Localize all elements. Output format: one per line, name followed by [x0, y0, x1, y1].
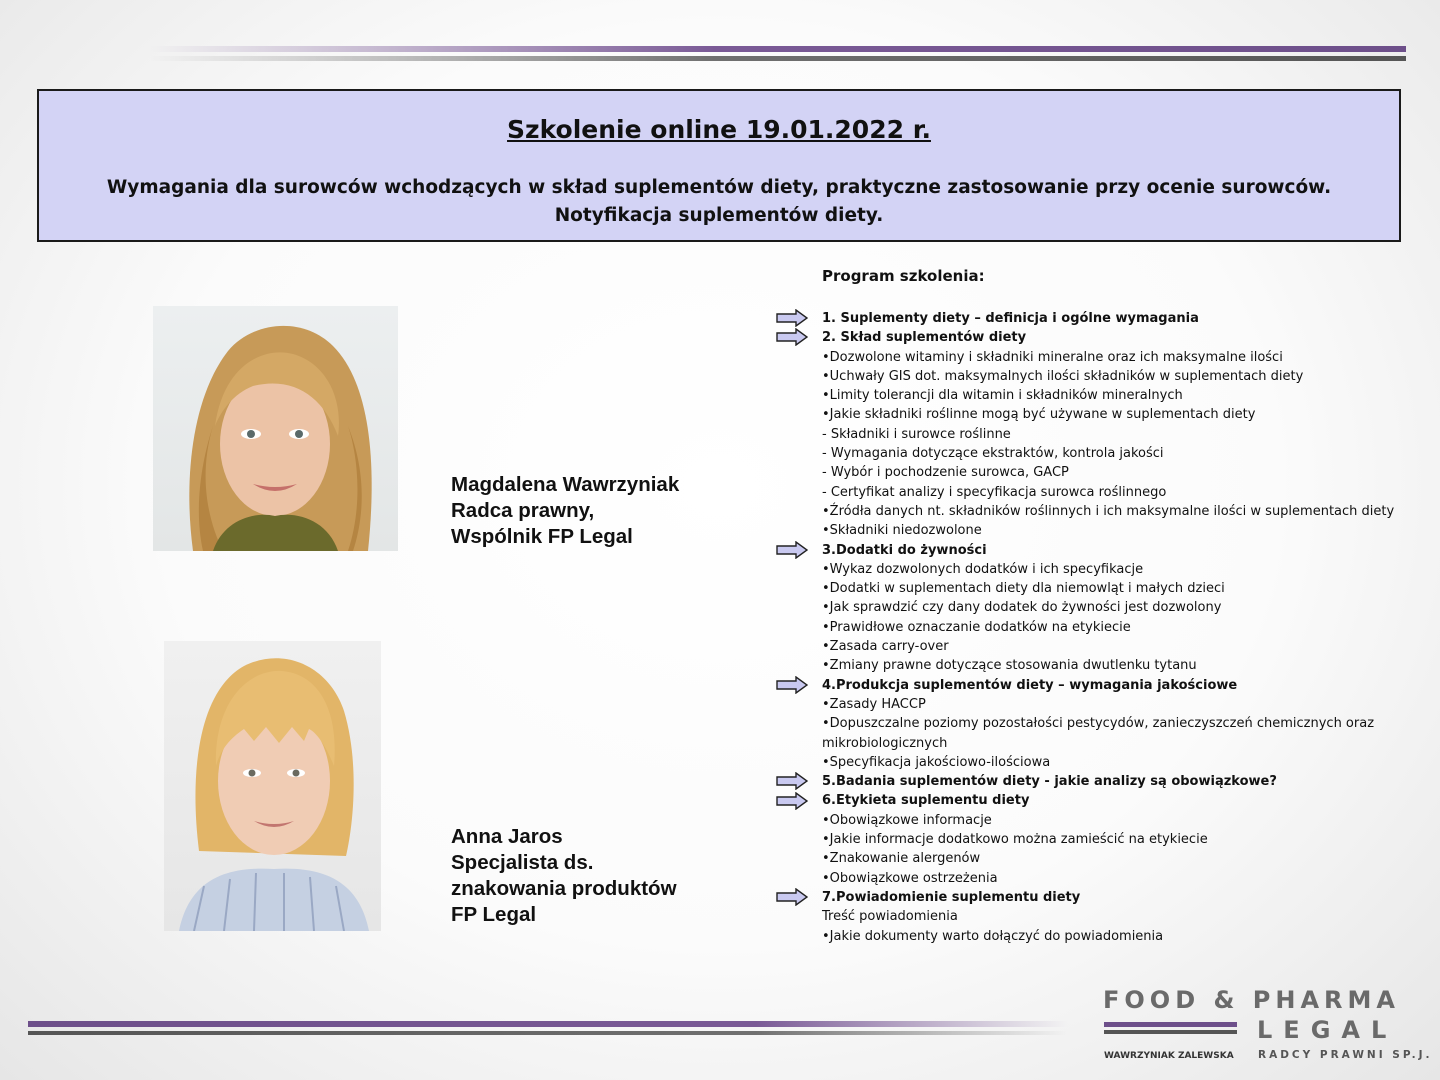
program-item: 2. Skład suplementów diety: [822, 330, 1027, 346]
arrow-icon: [776, 676, 808, 694]
arrow-icon: [776, 541, 808, 559]
program-item: - Wybór i pochodzenie surowca, GACP: [822, 465, 1069, 481]
logo-names: WAWRZYNIAK ZALEWSKA: [1104, 1051, 1234, 1061]
program-item: •Obowiązkowe ostrzeżenia: [822, 870, 998, 886]
top-stripe-grey: [150, 56, 1406, 61]
program-item: •Dozwolone witaminy i składniki mineralne oraz ich maksymalne ilości: [822, 349, 1283, 365]
program-item: •Uchwały GIS dot. maksymalnych ilości składników w suplementach diety: [822, 368, 1304, 384]
speaker-1-name: Magdalena Wawrzyniak: [451, 473, 680, 496]
program-item: •Dopuszczalne poziomy pozostałości pestycydów, zanieczyszczeń chemicznych oraz: [822, 716, 1375, 732]
program-item: •Jakie informacje dodatkowo można zamieścić na etykiecie: [822, 832, 1208, 848]
top-decorative-stripes: [150, 44, 1406, 68]
program-item: •Zmiany prawne dotyczące stosowania dwutlenku tytanu: [822, 658, 1197, 674]
arrow-icon: [776, 772, 808, 790]
speaker-2-photo: [164, 641, 381, 931]
arrow-icon: [776, 888, 808, 906]
speaker-2-role-2: znakowania produktów: [451, 877, 677, 900]
speaker-1-org: Wspólnik FP Legal: [451, 525, 633, 548]
bottom-decorative-stripes: [28, 1018, 1068, 1040]
program-item: - Składniki i surowce roślinne: [822, 426, 1011, 442]
training-subtitle: [39, 174, 1399, 230]
program-title: Program szkolenia:: [822, 267, 985, 285]
training-title: Szkolenie online 19.01.2022 r.: [507, 115, 931, 144]
program-item: •Limity tolerancji dla witamin i składników mineralnych: [822, 388, 1183, 404]
program-item: •Obowiązkowe informacje: [822, 812, 992, 828]
program-item: •Zasady HACCP: [822, 696, 926, 712]
program-item: •Jakie składniki roślinne mogą być używane w suplementach diety: [822, 407, 1256, 423]
bottom-stripe-grey: [28, 1031, 1068, 1035]
speaker-2-name: Anna Jaros: [451, 825, 563, 848]
program-item: - Wymagania dotyczące ekstraktów, kontrola jakości: [822, 446, 1164, 462]
speaker-2-info: [451, 824, 677, 928]
program-item: Treść powiadomienia: [822, 909, 958, 925]
speaker-1-info: [451, 472, 679, 550]
program-item: •Zasada carry-over: [822, 639, 949, 655]
logo-bar-grey: [1104, 1030, 1237, 1034]
program-item: •Specyfikacja jakościowo-ilościowa: [822, 754, 1051, 770]
top-stripe-purple: [150, 46, 1406, 52]
logo-text-line-1: FOOD & PHARMA: [1103, 986, 1400, 1014]
logo-text-line-2: LEGAL: [1257, 1016, 1398, 1044]
program-item: - Certyfikat analizy i specyfikacja surowca roślinnego: [822, 484, 1167, 500]
program-item: •Źródła danych nt. składników roślinnych i ich maksymalne ilości w suplementach diety: [822, 503, 1395, 519]
header-box: [37, 89, 1401, 242]
company-logo: [1100, 986, 1433, 1066]
program-list: [822, 309, 1422, 946]
program-item: •Znakowanie alergenów: [822, 851, 981, 867]
speaker-2-org: FP Legal: [451, 903, 537, 926]
program-item: 7.Powiadomienie suplementu diety: [822, 889, 1081, 905]
program-item: •Prawidłowe oznaczanie dodatków na etykiecie: [822, 619, 1131, 635]
program-item: •Dodatki w suplementach diety dla niemowląt i małych dzieci: [822, 581, 1225, 597]
speaker-1-role: Radca prawny,: [451, 499, 595, 522]
program-item: •Jakie dokumenty warto dołączyć do powiadomienia: [822, 928, 1164, 944]
arrow-icon: [776, 309, 808, 327]
logo-bar-purple: [1104, 1022, 1237, 1027]
bottom-stripe-purple: [28, 1021, 1068, 1027]
program-item: mikrobiologicznych: [822, 735, 948, 751]
logo-tagline: RADCY PRAWNI SP.J.: [1258, 1049, 1433, 1061]
program-item: •Składniki niedozwolone: [822, 523, 982, 539]
arrow-icon: [776, 328, 808, 346]
program-item: 4.Produkcja suplementów diety – wymagania jakościowe: [822, 677, 1238, 693]
speaker-1-photo: [153, 306, 398, 551]
arrow-icon: [776, 792, 808, 810]
program-item: 5.Badania suplementów diety - jakie analizy są obowiązkowe?: [822, 774, 1277, 790]
program-item: •Jak sprawdzić czy dany dodatek do żywności jest dozwolony: [822, 600, 1222, 616]
program-item: 6.Etykieta suplementu diety: [822, 793, 1030, 809]
subtitle-line-2: Notyfikacja suplementów diety.: [554, 205, 884, 226]
program-item: 1. Suplementy diety – definicja i ogólne wymagania: [822, 311, 1199, 326]
program-item: •Wykaz dozwolonych dodatków i ich specyfikacje: [822, 561, 1144, 577]
speaker-2-role: Specjalista ds.: [451, 851, 594, 874]
program-item: 3.Dodatki do żywności: [822, 542, 987, 558]
subtitle-line-1: Wymagania dla surowców wchodzących w skład suplementów diety, praktyczne zastosowanie przy ocenie surowców.: [106, 177, 1332, 198]
